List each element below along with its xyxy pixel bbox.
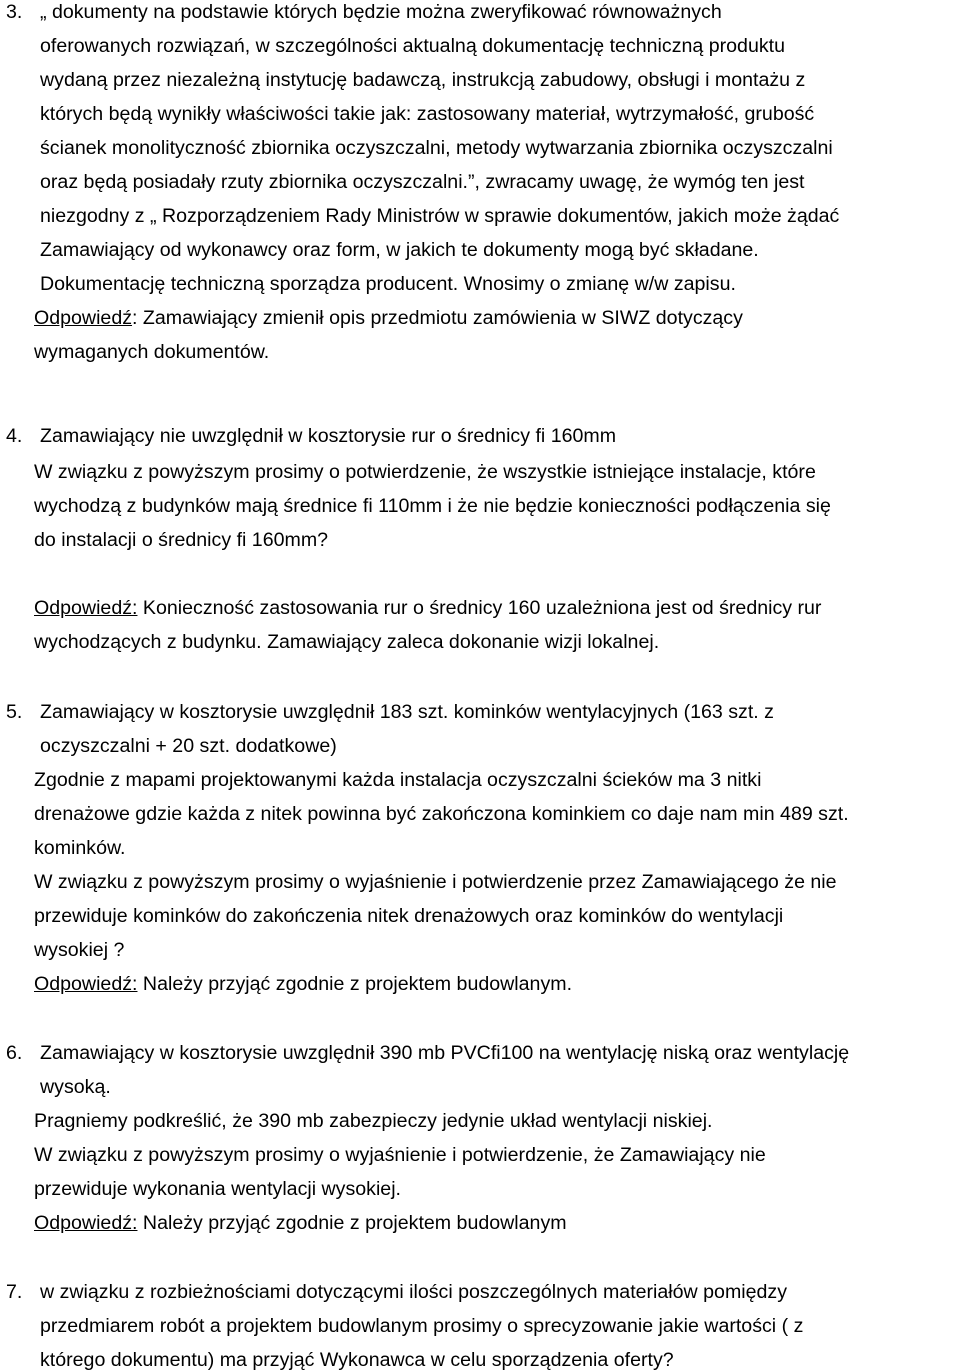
item-number: 3. [6, 1, 23, 23]
item-5-answer [34, 972, 572, 996]
answer-label: Odpowiedź: [34, 973, 138, 995]
item-6-line-2: wysoką. [40, 1076, 111, 1098]
item-5-line-1: Zamawiający w kosztorysie uwzględnił 183 szt. kominków wentylacyjnych (163 szt. z [40, 701, 774, 723]
item-3-answer [34, 306, 743, 330]
item-4-answer-line-2: wychodzących z budynku. Zamawiający zaleca dokonanie wizji lokalnej. [34, 631, 660, 653]
item-number: 4. [6, 425, 23, 447]
item-5-line-7: przewiduje kominków do zakończenia nitek drenażowych oraz kominków do wentylacji [34, 905, 784, 927]
item-3-line-7: niezgodny z „ Rozporządzeniem Rady Ministrów w sprawie dokumentów, jakich może żądać [40, 205, 840, 227]
item-5-line-5: kominków. [34, 837, 126, 859]
item-5-line-6: W związku z powyższym prosimy o wyjaśnienie i potwierdzenie przez Zamawiającego że nie [34, 871, 837, 893]
item-7-line-3: którego dokumentu) ma przyjąć Wykonawca w celu sporządzenia oferty? [40, 1349, 674, 1371]
answer-text: Konieczność zastosowania rur o średnicy 160 uzależniona jest od średnicy rur [137, 597, 822, 619]
answer-text: Należy przyjąć zgodnie z projektem budowlanym [137, 1212, 567, 1234]
item-6-answer [34, 1211, 567, 1235]
item-number: 5. [6, 701, 23, 723]
item-number: 6. [6, 1042, 23, 1064]
item-3-line-9: Dokumentację techniczną sporządza producent. Wnosimy o zmianę w/w zapisu. [40, 273, 736, 295]
item-7-line-2: przedmiarem robót a projektem budowlanym prosimy o sprecyzowanie jakie wartości ( z [40, 1315, 804, 1337]
item-5-line-3: Zgodnie z mapami projektowanymi każda instalacja oczyszczalni ścieków ma 3 nitki [34, 769, 762, 791]
answer-text: Należy przyjąć zgodnie z projektem budowlanym. [137, 973, 573, 995]
item-6-line-3: Pragniemy podkreślić, że 390 mb zabezpieczy jedynie układ wentylacji niskiej. [34, 1110, 713, 1132]
answer-text: : Zamawiający zmienił opis przedmiotu zamówienia w SIWZ dotyczący [132, 307, 743, 329]
answer-label: Odpowiedź [34, 307, 133, 329]
item-3-line-5: ścianek monolityczność zbiornika oczyszczalni, metody wytwarzania zbiornika oczyszczalni [40, 137, 833, 159]
item-4-line-4: do instalacji o średnicy fi 160mm? [34, 529, 329, 551]
item-6-line-4: W związku z powyższym prosimy o wyjaśnienie i potwierdzenie, że Zamawiający nie [34, 1144, 766, 1166]
item-5-line-4: drenażowe gdzie każda z nitek powinna być zakończona kominkiem co daje nam min 489 szt. [34, 803, 849, 825]
item-3-line-6: oraz będą posiadały rzuty zbiornika oczyszczalni.”, zwracamy uwagę, że wymóg ten jest [40, 171, 805, 193]
item-4-line-2: W związku z powyższym prosimy o potwierdzenie, że wszystkie istniejące instalacje, które [34, 461, 816, 483]
item-3-line-4: których będą wynikły właściwości takie jak: zastosowany materiał, wytrzymałość, grubość [40, 103, 815, 125]
item-7-line-1: w związku z rozbieżnościami dotyczącymi ilości poszczególnych materiałów pomiędzy [40, 1281, 788, 1303]
item-number: 7. [6, 1281, 23, 1303]
item-5-line-2: oczyszczalni + 20 szt. dodatkowe) [40, 735, 337, 757]
item-3-line-1: „ dokumenty na podstawie których będzie można zweryfikować równoważnych [40, 1, 722, 23]
item-4-answer [34, 596, 821, 620]
item-4-line-1: Zamawiający nie uwzględnił w kosztorysie rur o średnicy fi 160mm [40, 425, 617, 447]
item-6-line-5: przewiduje wykonania wentylacji wysokiej. [34, 1178, 402, 1200]
item-6-line-1: Zamawiający w kosztorysie uwzględnił 390 mb PVCfi100 na wentylację niską oraz wentylację [40, 1042, 850, 1064]
item-3-answer-line-2: wymaganych dokumentów. [34, 341, 270, 363]
item-3-line-3: wydaną przez niezależną instytucję badawczą, instrukcją zabudowy, obsługi i montażu z [40, 69, 806, 91]
item-3-line-8: Zamawiający od wykonawcy oraz form, w jakich te dokumenty mogą być składane. [40, 239, 759, 261]
item-5-line-8: wysokiej ? [34, 939, 125, 961]
item-4-line-3: wychodzą z budynków mają średnice fi 110mm i że nie będzie konieczności podłączenia się [34, 495, 831, 517]
answer-label: Odpowiedź: [34, 597, 138, 619]
answer-label: Odpowiedź: [34, 1212, 138, 1234]
item-3-line-2: oferowanych rozwiązań, w szczególności aktualną dokumentację techniczną produktu [40, 35, 785, 57]
